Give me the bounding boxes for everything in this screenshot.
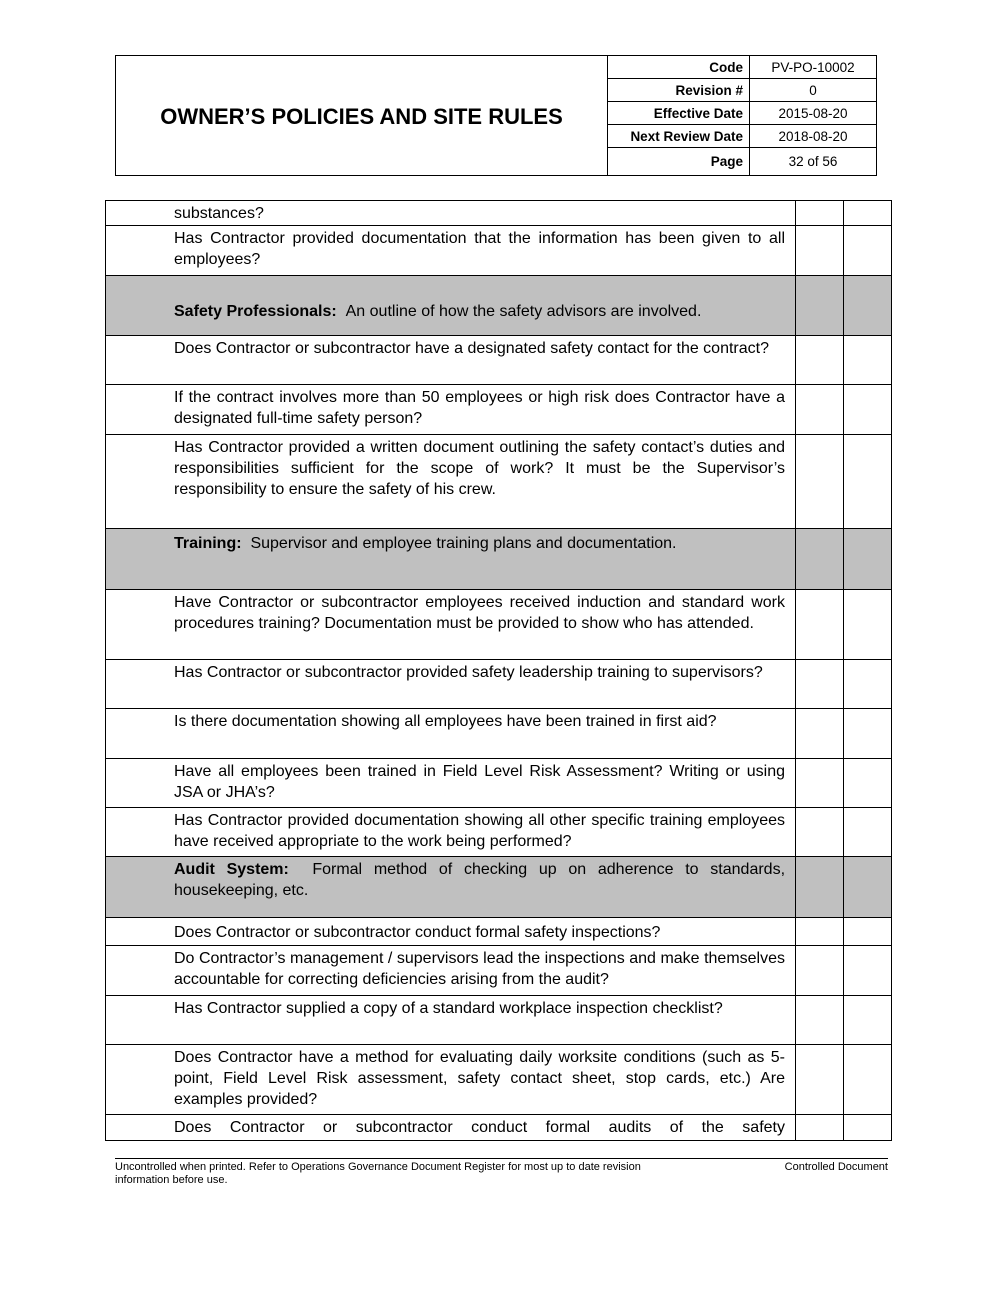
no-check-cell[interactable] bbox=[844, 946, 892, 996]
meta-value: 2015-08-20 bbox=[778, 105, 848, 121]
yes-check-cell[interactable] bbox=[796, 660, 844, 709]
question-text: Has Contractor provided documentation that the information has been given to all employees? bbox=[106, 226, 796, 276]
footer-disclaimer: Uncontrolled when printed. Refer to Operations Governance Document Register for most up to date revision information before use. bbox=[115, 1161, 641, 1186]
section-header-row bbox=[106, 857, 892, 918]
no-check-cell[interactable] bbox=[844, 435, 892, 529]
table-row bbox=[106, 435, 892, 529]
question-text: Do Contractor’s management / supervisors lead the inspections and make themselves accountable for correcting deficiencies arising from the audit? bbox=[106, 946, 796, 996]
section-description: Formal method of checking up on adherence to standards, housekeeping, etc. bbox=[174, 861, 786, 899]
section-header-cell bbox=[106, 276, 796, 336]
document-header bbox=[115, 55, 877, 176]
no-check-cell[interactable] bbox=[844, 1045, 892, 1115]
no-check-cell[interactable] bbox=[844, 759, 892, 808]
meta-value: PV-PO-10002 bbox=[771, 59, 855, 75]
no-check-cell[interactable] bbox=[844, 996, 892, 1045]
meta-value: 32 of 56 bbox=[788, 154, 838, 170]
question-text: Has Contractor provided a written document outlining the safety contact’s duties and responsibilities sufficient for the scope of work? It must be the Supervisor’s responsibility to ensure the safety of his crew. bbox=[106, 435, 796, 529]
yes-check-cell[interactable] bbox=[796, 946, 844, 996]
no-check-cell bbox=[844, 276, 892, 336]
question-text: If the contract involves more than 50 employees or high risk does Contractor have a designated full-time safety person? bbox=[106, 385, 796, 435]
meta-row-page bbox=[608, 148, 876, 175]
meta-label: Page bbox=[608, 148, 750, 175]
section-header-cell bbox=[106, 857, 796, 918]
no-check-cell[interactable] bbox=[844, 709, 892, 759]
table-row bbox=[106, 709, 892, 759]
question-text: Does Contractor or subcontractor have a designated safety contact for the contract? bbox=[106, 336, 796, 385]
yes-check-cell[interactable] bbox=[796, 435, 844, 529]
yes-check-cell[interactable] bbox=[796, 201, 844, 226]
section-header-row bbox=[106, 276, 892, 336]
meta-row-next-review-date bbox=[608, 125, 876, 148]
yes-check-cell[interactable] bbox=[796, 759, 844, 808]
question-text: Have Contractor or subcontractor employees received induction and standard work procedures training? Documentation must be provided to show who has attended. bbox=[106, 590, 796, 660]
table-row bbox=[106, 660, 892, 709]
meta-label: Code bbox=[608, 56, 750, 78]
table-row bbox=[106, 1045, 892, 1115]
meta-row-code bbox=[608, 56, 876, 79]
table-row bbox=[106, 226, 892, 276]
table-row bbox=[106, 201, 892, 226]
no-check-cell[interactable] bbox=[844, 385, 892, 435]
meta-label: Revision # bbox=[608, 79, 750, 101]
question-text: Has Contractor provided documentation showing all other specific training employees have received appropriate to the work being performed? bbox=[106, 808, 796, 857]
section-header-row bbox=[106, 529, 892, 590]
yes-check-cell[interactable] bbox=[796, 336, 844, 385]
section-header-cell bbox=[106, 529, 796, 590]
yes-check-cell[interactable] bbox=[796, 709, 844, 759]
table-row bbox=[106, 918, 892, 946]
section-description: An outline of how the safety advisors are involved. bbox=[345, 303, 702, 320]
yes-check-cell[interactable] bbox=[796, 385, 844, 435]
no-check-cell bbox=[844, 857, 892, 918]
checklist-table bbox=[105, 200, 892, 1141]
question-text: Has Contractor supplied a copy of a standard workplace inspection checklist? bbox=[106, 996, 796, 1045]
meta-value: 2018-08-20 bbox=[778, 128, 848, 144]
table-row bbox=[106, 1115, 892, 1141]
table-row bbox=[106, 808, 892, 857]
no-check-cell[interactable] bbox=[844, 336, 892, 385]
question-text: Does Contractor have a method for evaluating daily worksite conditions (such as 5-point, Field Level Risk assessment, safety contact sheet, stop cards, etc.) Are examples provided? bbox=[106, 1045, 796, 1115]
page-footer bbox=[115, 1158, 888, 1187]
section-title: Safety Professionals: bbox=[174, 303, 337, 320]
meta-label: Effective Date bbox=[608, 102, 750, 124]
yes-check-cell[interactable] bbox=[796, 996, 844, 1045]
table-row bbox=[106, 336, 892, 385]
yes-check-cell bbox=[796, 529, 844, 590]
document-meta-table bbox=[608, 56, 876, 175]
no-check-cell[interactable] bbox=[844, 590, 892, 660]
question-text: Have all employees been trained in Field Level Risk Assessment? Writing or using JSA or JHA’s? bbox=[106, 759, 796, 808]
footer-controlled-label: Controlled Document bbox=[784, 1161, 888, 1173]
yes-check-cell[interactable] bbox=[796, 918, 844, 946]
yes-check-cell[interactable] bbox=[796, 590, 844, 660]
meta-row-effective-date bbox=[608, 102, 876, 125]
question-text: Is there documentation showing all employees have been trained in first aid? bbox=[106, 709, 796, 759]
section-description: Supervisor and employee training plans and documentation. bbox=[250, 535, 677, 552]
no-check-cell[interactable] bbox=[844, 808, 892, 857]
section-title: Audit System: bbox=[174, 861, 289, 878]
question-text: Does Contractor or subcontractor conduct formal safety inspections? bbox=[106, 918, 796, 946]
no-check-cell[interactable] bbox=[844, 1115, 892, 1141]
table-row bbox=[106, 385, 892, 435]
table-row bbox=[106, 996, 892, 1045]
yes-check-cell[interactable] bbox=[796, 808, 844, 857]
no-check-cell[interactable] bbox=[844, 226, 892, 276]
yes-check-cell bbox=[796, 857, 844, 918]
meta-label: Next Review Date bbox=[608, 125, 750, 147]
yes-check-cell[interactable] bbox=[796, 226, 844, 276]
meta-value: 0 bbox=[809, 82, 817, 98]
yes-check-cell[interactable] bbox=[796, 1045, 844, 1115]
question-text: Has Contractor or subcontractor provided safety leadership training to supervisors? bbox=[106, 660, 796, 709]
document-title: OWNER’S POLICIES AND SITE RULES bbox=[116, 56, 608, 175]
table-row bbox=[106, 590, 892, 660]
yes-check-cell[interactable] bbox=[796, 1115, 844, 1141]
section-title: Training: bbox=[174, 535, 242, 552]
no-check-cell[interactable] bbox=[844, 201, 892, 226]
table-row bbox=[106, 759, 892, 808]
question-text: substances? bbox=[106, 201, 796, 226]
meta-row-revision bbox=[608, 79, 876, 102]
table-row bbox=[106, 946, 892, 996]
question-text: Does Contractor or subcontractor conduct formal audits of the safety bbox=[106, 1115, 796, 1141]
no-check-cell[interactable] bbox=[844, 918, 892, 946]
yes-check-cell bbox=[796, 276, 844, 336]
no-check-cell[interactable] bbox=[844, 660, 892, 709]
no-check-cell bbox=[844, 529, 892, 590]
